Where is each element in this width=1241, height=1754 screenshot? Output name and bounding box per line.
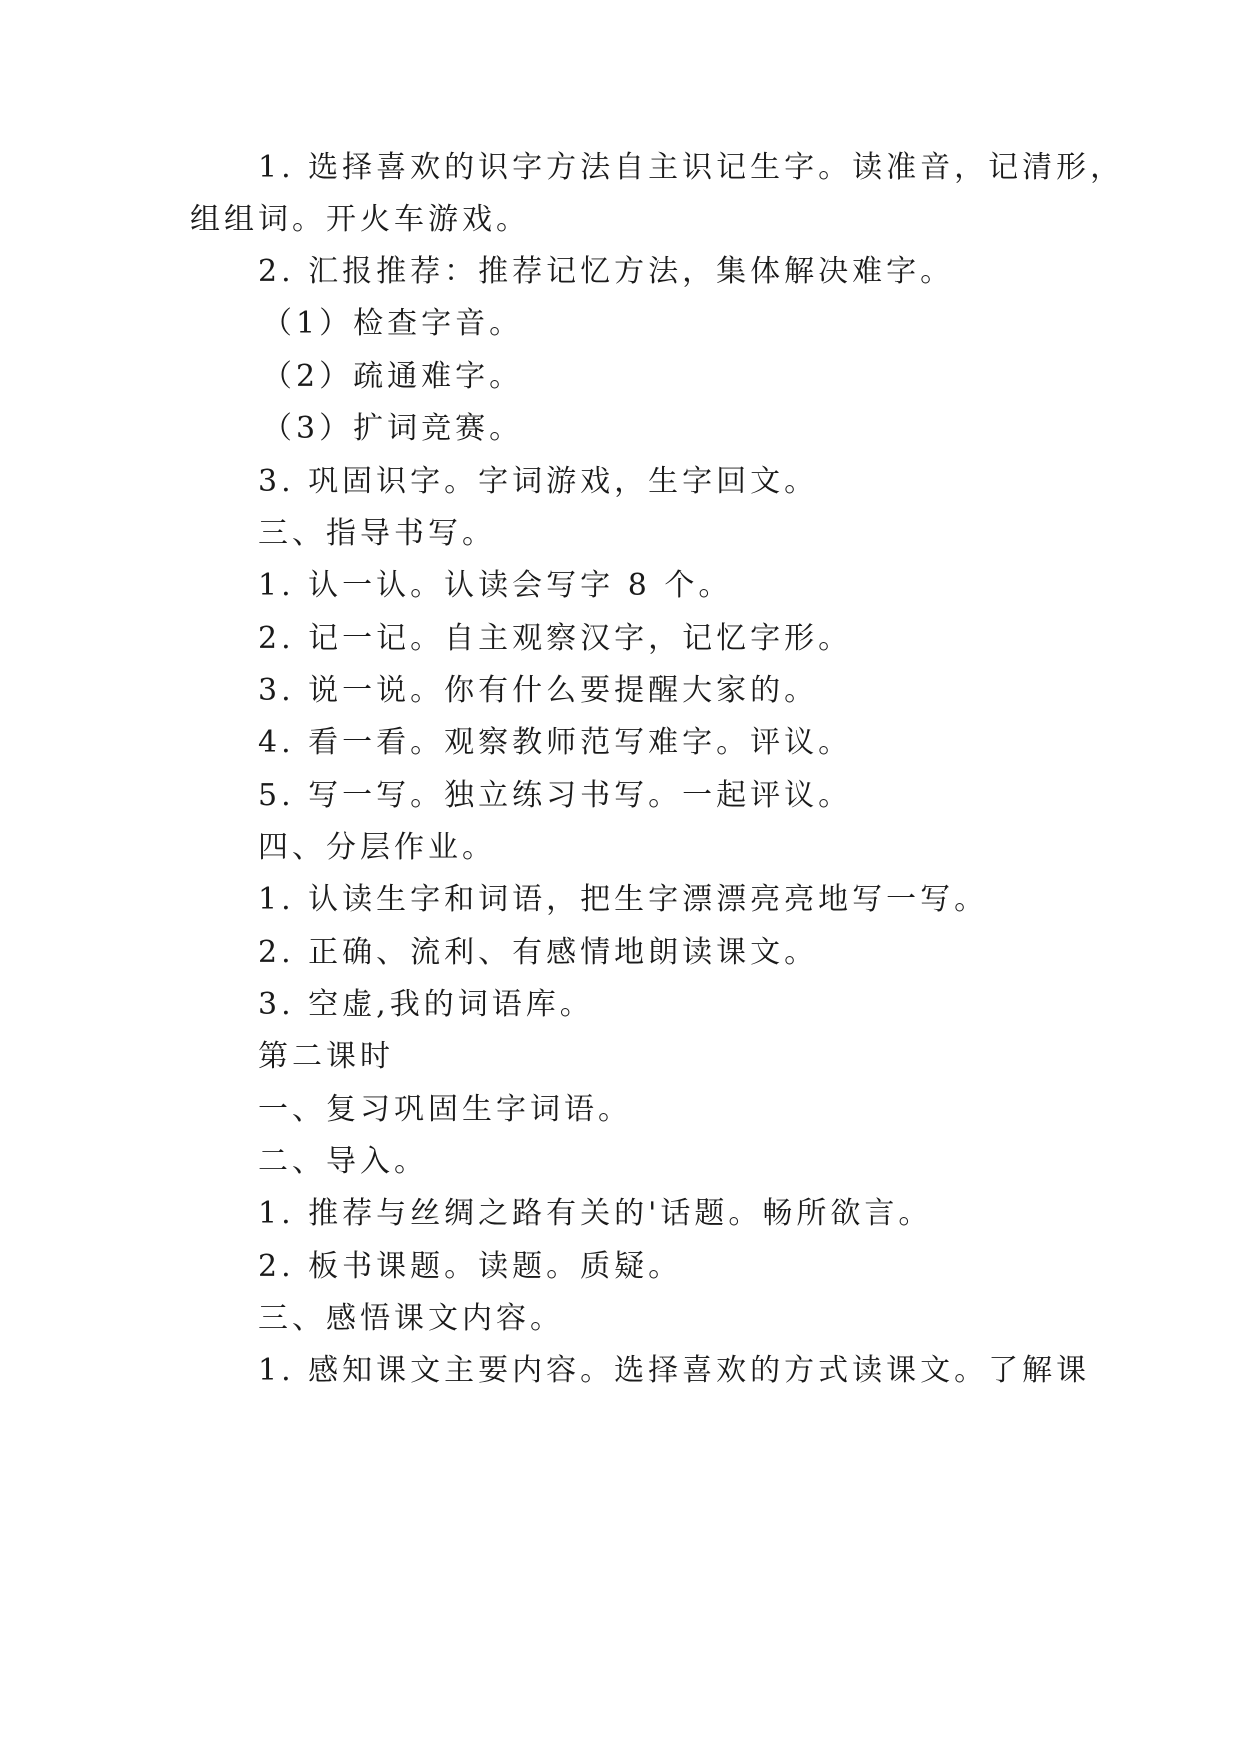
- section-heading: 四、分层作业。: [258, 830, 496, 865]
- text-line: 1. 选择喜欢的识字方法自主识记生字。读准音，记清形，: [258, 150, 1125, 185]
- text-line: 3. 空虚,我的词语库。: [258, 987, 594, 1022]
- text-line: 2. 正确、流利、有感情地朗读课文。: [258, 935, 819, 970]
- text-line: 1. 认一认。认读会写字 8 个。: [258, 568, 733, 603]
- text-line: 1. 感知课文主要内容。选择喜欢的方式读课文。了解课: [258, 1353, 1091, 1388]
- text-line: 4. 看一看。观察教师范写难字。评议。: [258, 725, 853, 760]
- text-line: 1. 推荐与丝绸之路有关的'话题。畅所欲言。: [258, 1196, 933, 1231]
- section-heading: 二、导入。: [258, 1144, 428, 1179]
- text-line: 2. 板书课题。读题。质疑。: [258, 1249, 683, 1284]
- text-line: 2. 记一记。自主观察汉字，记忆字形。: [258, 621, 853, 656]
- text-line: （2）疏通难字。: [262, 359, 524, 394]
- section-heading: 三、感悟课文内容。: [258, 1301, 564, 1336]
- text-line: 5. 写一写。独立练习书写。一起评议。: [258, 778, 853, 813]
- text-line: 组组词。开火车游戏。: [190, 202, 530, 237]
- text-line: （1）检查字音。: [262, 306, 524, 341]
- text-line: （3）扩词竞赛。: [262, 411, 524, 446]
- section-heading: 一、复习巩固生字词语。: [258, 1092, 632, 1127]
- text-line: 1. 认读生字和词语，把生字漂漂亮亮地写一写。: [258, 882, 989, 917]
- lesson-heading: 第二课时: [258, 1039, 394, 1074]
- text-line: 3. 巩固识字。字词游戏，生字回文。: [258, 464, 819, 499]
- text-line: 2. 汇报推荐：推荐记忆方法，集体解决难字。: [258, 254, 955, 289]
- text-line: 3. 说一说。你有什么要提醒大家的。: [258, 673, 819, 708]
- section-heading: 三、指导书写。: [258, 516, 496, 551]
